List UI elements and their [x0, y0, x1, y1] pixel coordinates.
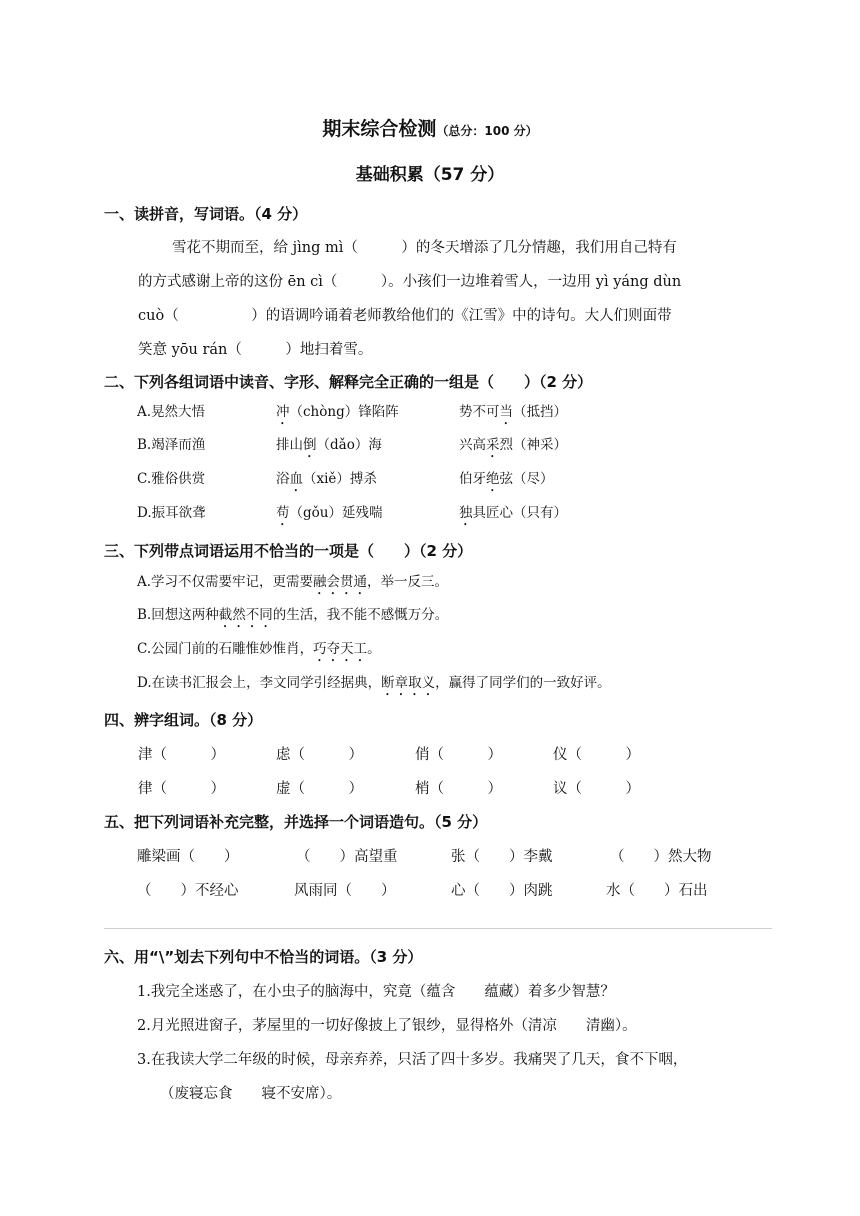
s5-item: 风雨同（ ）	[294, 883, 396, 899]
s2-option-d-word3: 独具匠心（只有）	[459, 505, 567, 521]
s3-option-c: C.公园门前的石雕惟妙惟肖，巧夺天工。	[137, 641, 381, 657]
s5-item: 水（ ）石出	[606, 883, 708, 899]
s3-option-d: D.在读书汇报会上，李文同学引经据典，断章取义，赢得了同学们的一致好评。	[137, 675, 611, 691]
section-subtitle: 基础积累（57 分）	[355, 165, 505, 185]
s2-option-c-word2: 浴血（xiě）搏杀	[276, 471, 377, 487]
s4-heading: 四、辨字组词。（8 分）	[104, 711, 263, 729]
s5-item: （ ）然大物	[610, 849, 712, 865]
s4-item: 俏（ ）	[415, 747, 502, 763]
s3-heading: 三、下列带点词语运用不恰当的一项是（ ）（2 分）	[104, 542, 473, 560]
s5-item: （ ）高望重	[296, 849, 398, 865]
s1-line-1: 雪花不期而至，给 jìng mì（ ）的冬天增添了几分情趣，我们用自己特有	[172, 240, 677, 256]
s6-heading: 六、用“\”划去下列句中不恰当的词语。（3 分）	[104, 948, 423, 966]
s6-line-3: 3.在我读大学二年级的时候，母亲弃养，只活了四十多岁。我痛哭了几天，食不下咽，	[137, 1052, 688, 1068]
s4-item: 仪（ ）	[553, 747, 640, 763]
s6-line-1: 1.我完全迷惑了，在小虫子的脑海中，究竟（蕴含 蕴藏）着多少智慧？	[137, 984, 615, 1000]
s1-line-4: 笑意 yōu rán（ ）地扫着雪。	[138, 342, 373, 358]
s1-line-3: cuò（ ）的语调吟诵着老师教给他们的《江雪》中的诗句。大人们则面带	[138, 308, 672, 324]
s4-item: 律（ ）	[138, 781, 225, 797]
s2-option-b-word3: 兴高采烈（神采）	[459, 437, 567, 453]
s2-option-a-word3: 势不可当（抵挡）	[459, 404, 567, 420]
s2-option-d-word2: 苟（gǒu）延残喘	[276, 505, 383, 521]
s4-item: 津（ ）	[138, 747, 225, 763]
s4-item: 议（ ）	[553, 781, 640, 797]
s2-option-a-word2: 冲（chòng）锋陷阵	[276, 404, 399, 420]
s3-option-a: A.学习不仅需要牢记，更需要融会贯通，举一反三。	[137, 574, 449, 590]
s2-option-c: C.雅俗供赏	[137, 471, 206, 487]
s4-item: 虑（ ）	[276, 747, 363, 763]
s6-line-2: 2.月光照进窗子，茅屋里的一切好像披上了银纱，显得格外（清凉 清幽）。	[137, 1018, 637, 1034]
s2-option-b: B.竭泽而渔	[137, 437, 206, 453]
s2-option-c-word3: 伯牙绝弦（尽）	[459, 471, 554, 487]
title-score-note: （总分：100 分）	[436, 124, 538, 138]
s1-line-2: 的方式感谢上帝的这份 ēn cì（ ）。小孩们一边堆着雪人，一边用 yì yáng dùn	[138, 274, 682, 290]
s1-heading: 一、读拼音，写词语。（4 分）	[104, 205, 308, 223]
page-title	[0, 114, 860, 141]
s2-heading: 二、下列各组词语中读音、字形、解释完全正确的一组是（ ）（2 分）	[104, 373, 593, 391]
s2-option-a: A.晃然大悟	[137, 404, 206, 420]
s4-item: 梢（ ）	[415, 781, 502, 797]
s5-item: 雕梁画（ ）	[137, 849, 239, 865]
s5-item: （ ）不经心	[137, 883, 239, 899]
s3-option-b: B.回想这两种截然不同的生活，我不能不感慨万分。	[137, 607, 449, 623]
title-main: 期末综合检测	[322, 118, 437, 140]
s5-heading: 五、把下列词语补充完整，并选择一个词语造句。（5 分）	[104, 813, 488, 831]
s2-option-b-word2: 排山倒（dǎo）海	[276, 437, 382, 453]
s2-option-d: D.振耳欲聋	[137, 505, 206, 521]
s5-item: 张（ ）李戴	[451, 849, 553, 865]
s4-item: 虚（ ）	[276, 781, 363, 797]
s6-line-4: （废寝忘食 寝不安席）。	[160, 1086, 342, 1102]
s5-item: 心（ ）肉跳	[451, 883, 553, 899]
divider-line	[104, 928, 772, 929]
